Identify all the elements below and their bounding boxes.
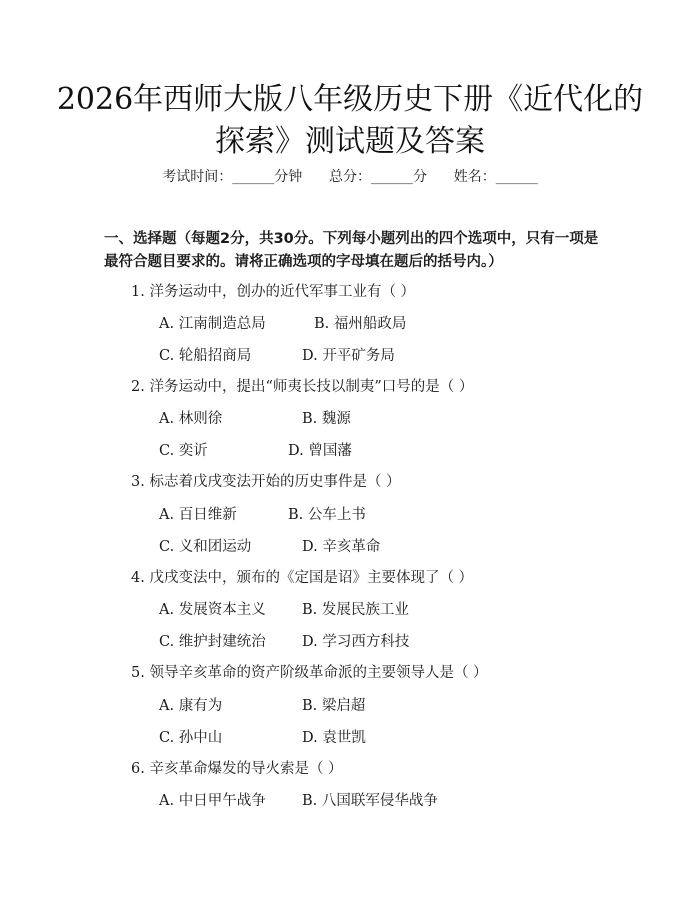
q4-option-a: A. 发展资本主义 xyxy=(159,602,266,618)
q1-option-c: C. 轮船招商局 xyxy=(159,348,252,364)
q2-option-b: B. 魏源 xyxy=(302,411,351,427)
q1-option-d: D. 开平矿务局 xyxy=(302,348,395,364)
q3-option-d: D. 辛亥革命 xyxy=(302,539,381,555)
q5-option-c: C. 孙中山 xyxy=(159,730,223,746)
score-label: 总分： xyxy=(329,169,371,185)
question-6: 6. 辛亥革命爆发的导火索是（ ） xyxy=(131,761,343,777)
score-unit: 分 xyxy=(413,169,427,185)
q2-option-a: A. 林则徐 xyxy=(159,411,223,427)
q6-option-a: A. 中日甲午战争 xyxy=(159,793,266,809)
exam-info-line xyxy=(0,167,700,187)
q6-option-b: B. 八国联军侵华战争 xyxy=(302,793,438,809)
q2-option-d: D. 曾国藩 xyxy=(288,443,352,459)
question-5: 5. 领导辛亥革命的资产阶级革命派的主要领导人是（ ） xyxy=(131,665,488,681)
q3-option-b: B. 公车上书 xyxy=(288,507,366,523)
question-4: 4. 戊戌变法中，颁布的《定国是诏》主要体现了（ ） xyxy=(131,570,474,586)
q3-option-a: A. 百日维新 xyxy=(159,507,237,523)
question-2: 2. 洋务运动中，提出“师夷长技以制夷”口号的是（ ） xyxy=(131,379,474,395)
score-blank: ______ xyxy=(371,169,413,185)
q5-option-d: D. 袁世凯 xyxy=(302,730,366,746)
question-3: 3. 标志着戊戌变法开始的历史事件是（ ） xyxy=(131,474,401,490)
q4-option-d: D. 学习西方科技 xyxy=(302,634,410,650)
q5-option-b: B. 梁启超 xyxy=(302,698,366,714)
page-title-line1: 2026年西师大版八年级历史下册《近代化的 xyxy=(56,82,644,117)
exam-time-blank: ______ xyxy=(232,169,275,185)
q4-option-b: B. 发展民族工业 xyxy=(302,602,409,618)
q3-option-c: C. 义和团运动 xyxy=(159,539,252,555)
name-label: 姓名： xyxy=(453,169,496,185)
exam-time-label: 考试时间： xyxy=(162,169,233,185)
q2-option-c: C. 奕䜣 xyxy=(159,443,208,459)
name-blank: ______ xyxy=(495,169,538,185)
q1-option-a: A. 江南制造总局 xyxy=(159,316,266,332)
page-title-line2: 探索》测试题及答案 xyxy=(215,124,485,159)
exam-time-unit: 分钟 xyxy=(274,169,303,185)
q4-option-c: C. 维护封建统治 xyxy=(159,634,266,650)
q5-option-a: A. 康有为 xyxy=(159,698,223,714)
section-heading: 一、选择题（每题2分，共30分。下列每小题列出的四个选项中，只有一项是最符合题目要求的。请将正确选项的字母填在题后的括号内。） xyxy=(104,231,599,270)
q1-option-b: B. 福州船政局 xyxy=(314,316,407,332)
question-1: 1. 洋务运动中，创办的近代军事工业有（ ） xyxy=(131,284,416,300)
